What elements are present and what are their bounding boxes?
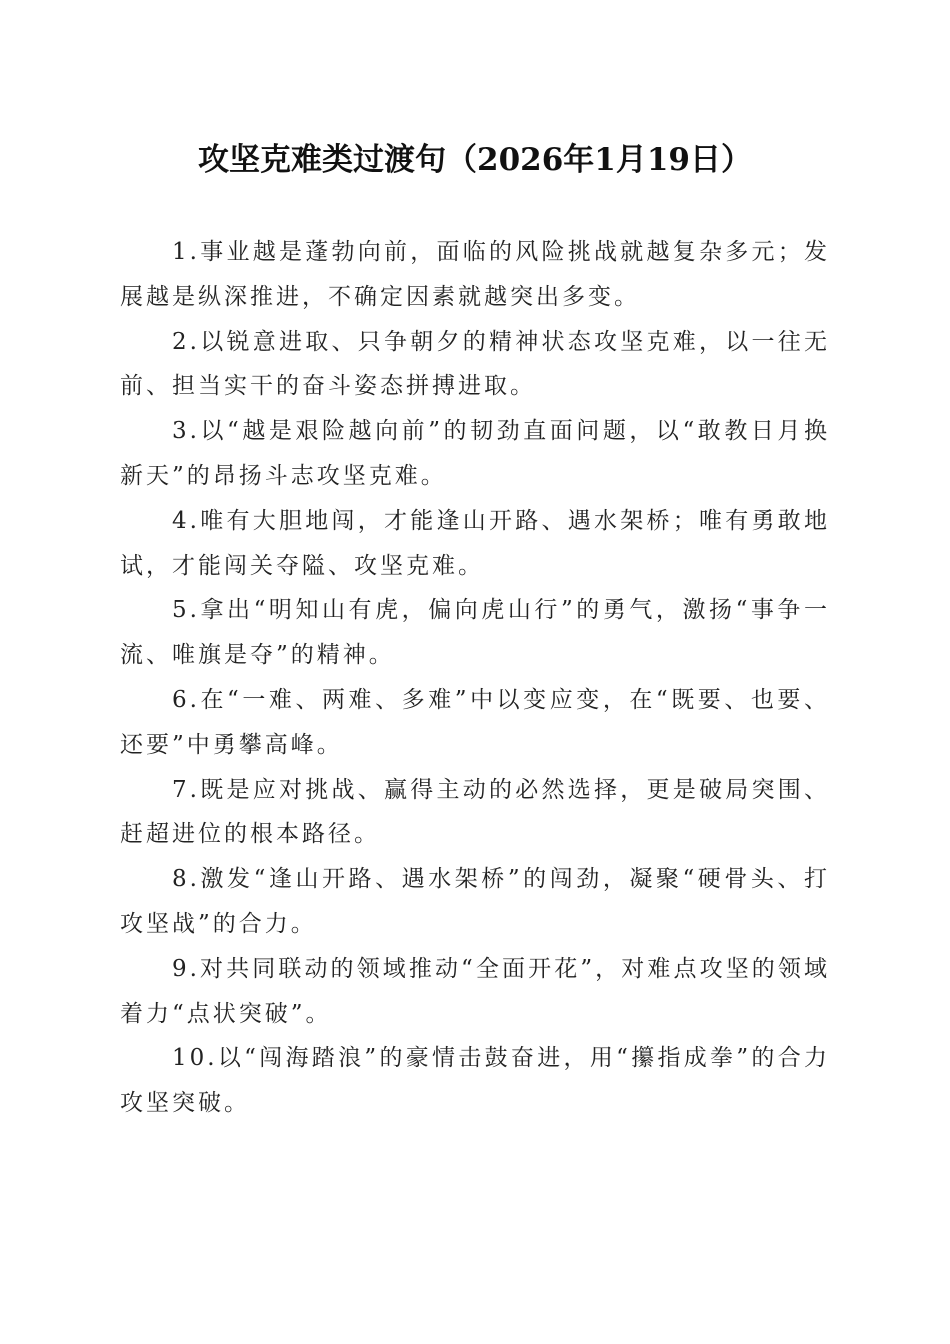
paragraph-2: 2.以锐意进取、只争朝夕的精神状态攻坚克难，以一往无前、担当实干的奋斗姿态拼搏进取。 bbox=[120, 328, 830, 400]
paragraph-8: 8.激发“逢山开路、遇水架桥”的闯劲，凝聚“硬骨头、打攻坚战”的合力。 bbox=[120, 866, 830, 937]
paragraph-9: 9.对共同联动的领域推动“全面开花”，对难点攻坚的领域着力“点状突破”。 bbox=[120, 955, 830, 1027]
paragraph-6: 6.在“一难、两难、多难”中以变应变，在“既要、也要、还要”中勇攀高峰。 bbox=[120, 686, 830, 758]
paragraph-3: 3.以“越是艰险越向前”的韧劲直面问题，以“敢教日月换新天”的昂扬斗志攻坚克难。 bbox=[120, 418, 830, 489]
paragraph-7: 7.既是应对挑战、赢得主动的必然选择，更是破局突围、赶超进位的根本路径。 bbox=[120, 776, 830, 848]
document-body bbox=[120, 230, 830, 1126]
paragraph-4: 4.唯有大胆地闯，才能逢山开路、遇水架桥；唯有勇敢地试，才能闯关夺隘、攻坚克难。 bbox=[120, 507, 830, 579]
paragraph-10: 10.以“闯海踏浪”的豪情击鼓奋进，用“攥指成拳”的合力攻坚突破。 bbox=[120, 1045, 830, 1117]
document-title: 攻坚克难类过渡句（2026年1月19日） bbox=[198, 142, 752, 178]
paragraph-1: 1.事业越是蓬勃向前，面临的风险挑战就越复杂多元；发展越是纵深推进，不确定因素就越突出多变。 bbox=[120, 239, 830, 310]
paragraph-5: 5.拿出“明知山有虎，偏向虎山行”的勇气，激扬“事争一流、唯旗是夺”的精神。 bbox=[120, 597, 830, 669]
